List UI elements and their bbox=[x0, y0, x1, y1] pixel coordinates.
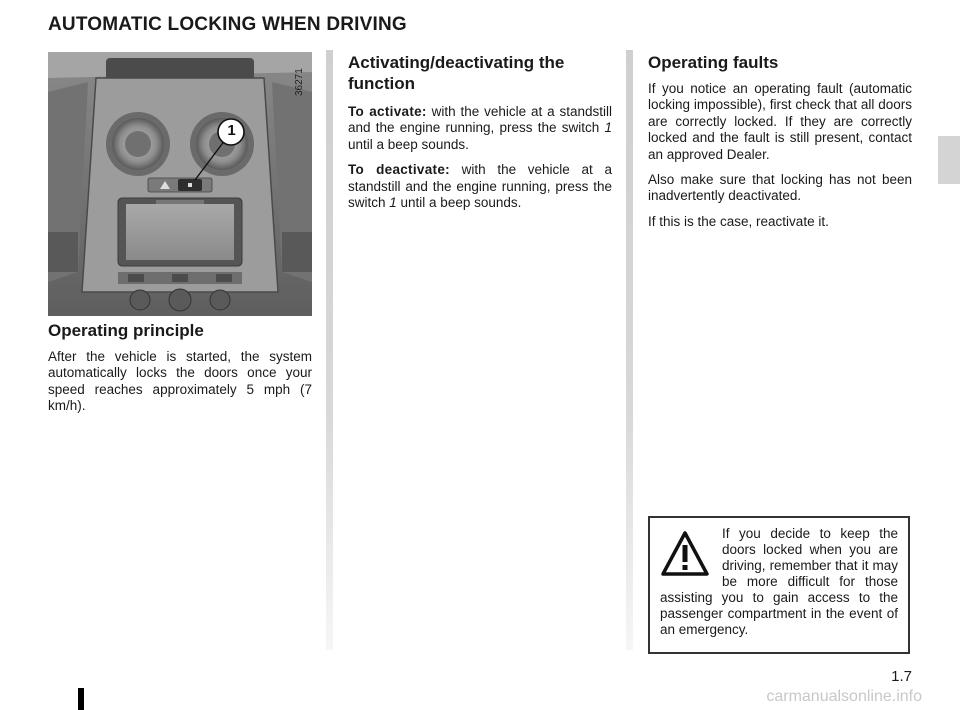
faults-paragraph-3: If this is the case, reactivate it. bbox=[648, 213, 829, 229]
warning-box bbox=[648, 516, 910, 654]
deactivate-text-after: until a beep sounds. bbox=[396, 195, 522, 211]
callout-number: 1 bbox=[227, 122, 236, 139]
column-divider-right bbox=[626, 50, 633, 650]
faults-paragraph-2: Also make sure that locking has not been inadvertently deactivated. bbox=[648, 172, 912, 204]
activate-text-before: with the vehicle at a standstill and the engine running, press the switch bbox=[348, 104, 612, 136]
dashboard-drawing bbox=[48, 52, 312, 316]
activate-switch-ref: 1 bbox=[604, 120, 612, 136]
faults-heading: Operating faults bbox=[648, 53, 779, 72]
faults-paragraph-1: If you notice an operating fault (automatic locking impossible), first check that all doors are correctly locked. If they are correctly locked and the fault is still present, contact an approved Dealer. bbox=[648, 81, 912, 162]
principle-section bbox=[48, 320, 312, 415]
activate-text-after: until a beep sounds. bbox=[348, 136, 469, 152]
activate-paragraph bbox=[348, 104, 612, 153]
warning-text: If you decide to keep the doors locked when you are driving, remember that it may be more difficult for those assisting you to gain access to the passenger compartment in the event of an emergency. bbox=[660, 526, 898, 637]
edge-mark bbox=[78, 688, 84, 710]
deactivate-text-before: with the vehicle at a standstill and the engine running, press the switch bbox=[348, 162, 612, 211]
faults-section bbox=[648, 52, 912, 230]
figure-number: 36271 bbox=[294, 68, 305, 96]
activation-section bbox=[348, 52, 612, 211]
deactivate-paragraph bbox=[348, 162, 612, 211]
page-number: 1.7 bbox=[891, 668, 912, 685]
column-divider-left bbox=[326, 50, 333, 650]
principle-body: After the vehicle is started, the system automatically locks the doors once your speed reaches approximately 5 mph (7 km/h). bbox=[48, 349, 312, 414]
watermark-text: carmanualsonline.info bbox=[766, 688, 922, 705]
section-tab-marker bbox=[938, 136, 960, 184]
dashboard-illustration bbox=[48, 52, 312, 316]
activation-heading: Activating/deactivating the function bbox=[348, 53, 565, 93]
deactivate-label: To deactivate: bbox=[348, 162, 450, 178]
deactivate-switch-ref: 1 bbox=[389, 195, 397, 211]
page-title: AUTOMATIC LOCKING WHEN DRIVING bbox=[48, 14, 407, 35]
activate-label: To activate: bbox=[348, 104, 427, 119]
principle-heading: Operating principle bbox=[48, 321, 204, 340]
warning-triangle-icon bbox=[660, 530, 710, 578]
